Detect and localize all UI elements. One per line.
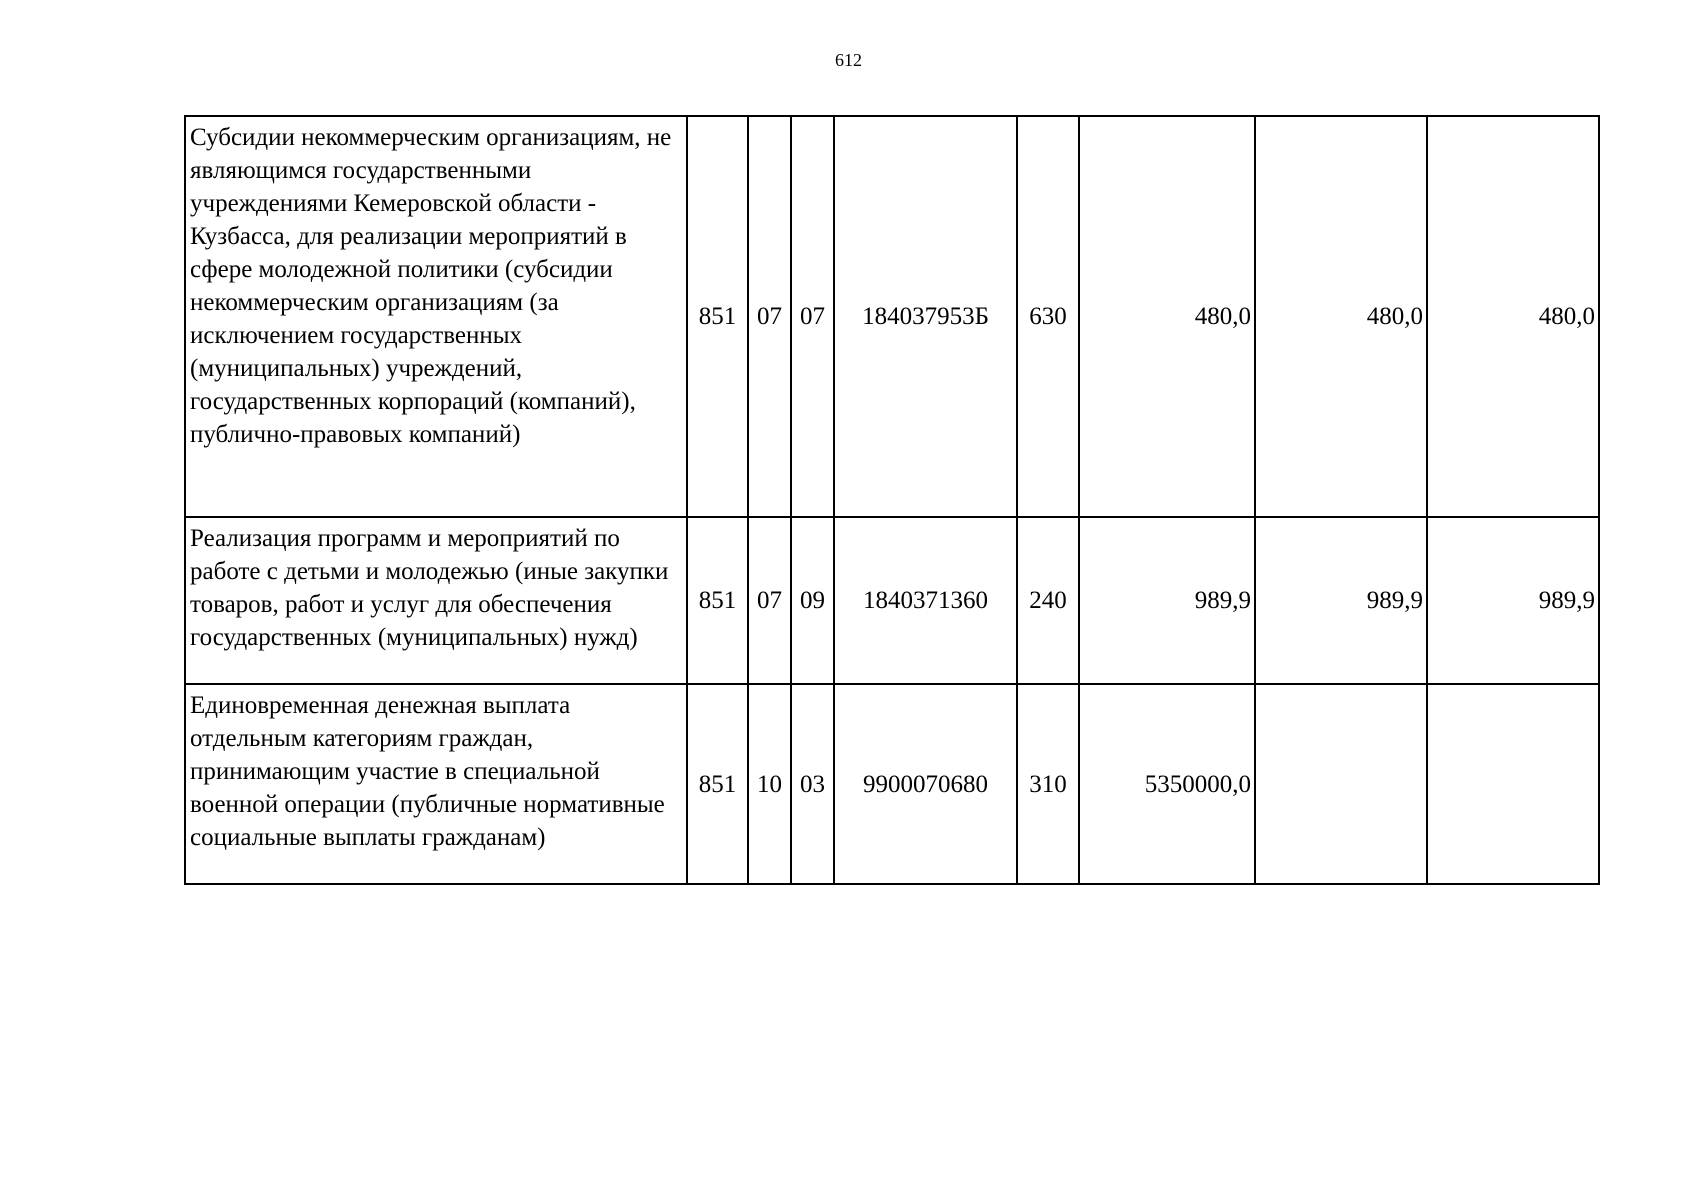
table-row	[185, 517, 1599, 684]
amount-3-cell: 989,9	[1427, 517, 1599, 684]
amount-1-cell: 480,0	[1079, 116, 1255, 517]
expense-type-cell: 310	[1017, 684, 1079, 884]
description-cell: Субсидии некоммерческим организациям, не являющимся государственными учреждениями Кемеровской области - Кузбасса, для реализации мероприятий в сфере молодежной политики (субсидии некоммерческим организациям (за исключением государственных (муниципальных) учреждений, государственных корпораций (компаний), публично-правовых компаний)	[185, 116, 687, 517]
table-row	[185, 684, 1599, 884]
page-number: 612	[835, 50, 862, 70]
amount-1-cell: 989,9	[1079, 517, 1255, 684]
target-article-cell: 184037953Б	[834, 116, 1017, 517]
subsection-code-cell: 07	[791, 116, 834, 517]
amount-2-cell: 989,9	[1255, 517, 1427, 684]
ministry-code-cell: 851	[687, 517, 748, 684]
subsection-code-cell: 09	[791, 517, 834, 684]
expense-type-cell: 630	[1017, 116, 1079, 517]
target-article-cell: 9900070680	[834, 684, 1017, 884]
section-code-cell: 07	[748, 517, 791, 684]
budget-table	[184, 115, 1600, 885]
description-cell: Единовременная денежная выплата отдельным категориям граждан, принимающим участие в специальной военной операции (публичные нормативные социальные выплаты гражданам)	[185, 684, 687, 884]
subsection-code-cell: 03	[791, 684, 834, 884]
amount-3-cell	[1427, 684, 1599, 884]
section-code-cell: 07	[748, 116, 791, 517]
amount-2-cell: 480,0	[1255, 116, 1427, 517]
ministry-code-cell: 851	[687, 116, 748, 517]
description-cell: Реализация программ и мероприятий по работе с детьми и молодежью (иные закупки товаров, работ и услуг для обеспечения государственных (муниципальных) нужд)	[185, 517, 687, 684]
amount-1-cell: 5350000,0	[1079, 684, 1255, 884]
expense-type-cell: 240	[1017, 517, 1079, 684]
table-row	[185, 116, 1599, 517]
amount-2-cell	[1255, 684, 1427, 884]
section-code-cell: 10	[748, 684, 791, 884]
target-article-cell: 1840371360	[834, 517, 1017, 684]
ministry-code-cell: 851	[687, 684, 748, 884]
amount-3-cell: 480,0	[1427, 116, 1599, 517]
